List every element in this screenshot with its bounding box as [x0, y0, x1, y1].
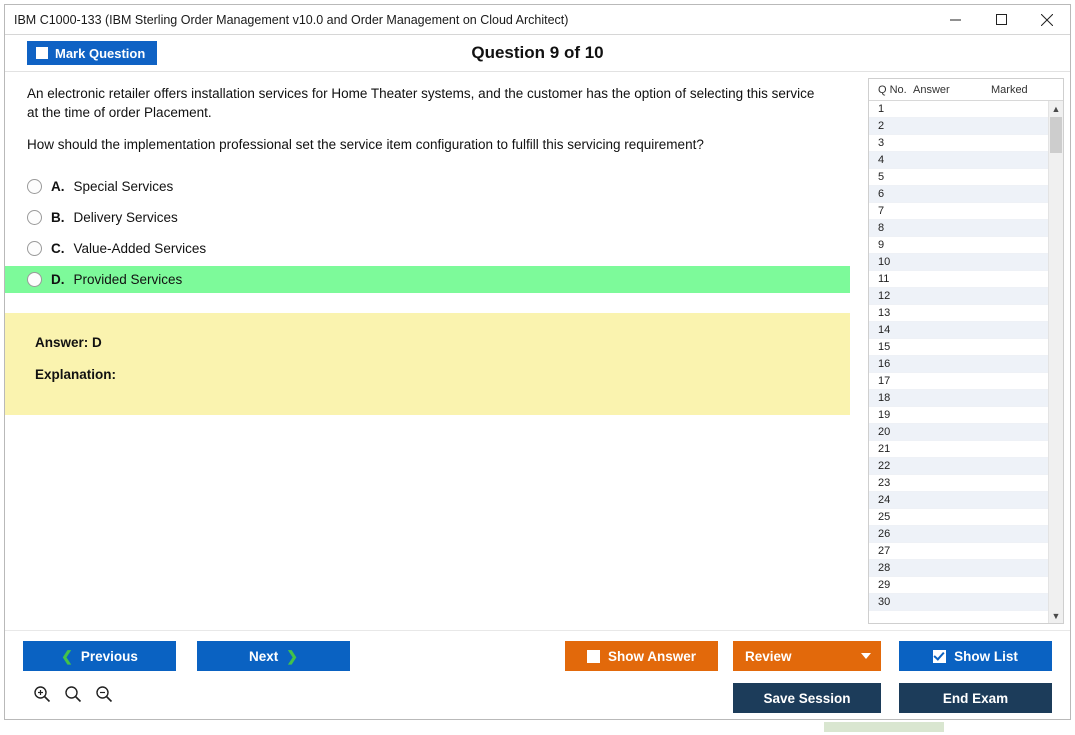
row-question-number: 30 — [878, 596, 891, 608]
table-row[interactable] — [869, 152, 1063, 169]
row-question-number: 14 — [878, 324, 891, 336]
next-label: Next — [249, 648, 279, 664]
explanation-label: Explanation: — [35, 367, 117, 383]
scrollbar-thumb[interactable] — [1050, 117, 1062, 153]
close-icon[interactable] — [1024, 5, 1070, 34]
table-row[interactable] — [869, 220, 1063, 237]
column-header-answer: Answer — [913, 83, 950, 96]
table-row[interactable] — [869, 526, 1063, 543]
review-label: Review — [745, 648, 792, 664]
table-row[interactable] — [869, 169, 1063, 186]
row-question-number: 26 — [878, 528, 891, 540]
row-question-number: 9 — [878, 239, 885, 251]
question-list-header — [869, 79, 1063, 101]
scroll-down-icon[interactable]: ▼ — [1051, 610, 1061, 621]
table-row[interactable] — [869, 305, 1063, 322]
exam-body — [5, 72, 1070, 630]
table-row[interactable] — [869, 203, 1063, 220]
row-question-number: 8 — [878, 222, 885, 234]
row-question-number: 15 — [878, 341, 891, 353]
option-c[interactable] — [5, 235, 850, 262]
show-list-button[interactable] — [899, 641, 1052, 671]
column-header-marked: Marked — [991, 83, 1028, 96]
desktop-background-strip — [824, 722, 944, 732]
radio-icon-b[interactable] — [27, 210, 42, 225]
option-b-label: Delivery Services — [73, 210, 178, 226]
minimize-icon[interactable] — [932, 5, 978, 34]
row-question-number: 17 — [878, 375, 891, 387]
option-a-label: Special Services — [73, 179, 174, 195]
show-answer-button[interactable] — [565, 641, 718, 671]
radio-icon-d[interactable] — [27, 272, 42, 287]
mark-question-button[interactable] — [27, 41, 157, 65]
table-row[interactable] — [869, 543, 1063, 560]
row-question-number: 22 — [878, 460, 891, 472]
option-b-letter: B. — [51, 210, 65, 226]
table-row[interactable] — [869, 101, 1063, 118]
row-question-number: 27 — [878, 545, 891, 557]
row-question-number: 16 — [878, 358, 891, 370]
window-titlebar — [5, 5, 1070, 35]
table-row[interactable] — [869, 254, 1063, 271]
option-c-label: Value-Added Services — [73, 241, 207, 257]
row-question-number: 1 — [878, 103, 885, 115]
save-session-button[interactable] — [733, 683, 881, 713]
exam-window — [4, 4, 1071, 720]
table-row[interactable] — [869, 577, 1063, 594]
review-dropdown[interactable] — [733, 641, 881, 671]
table-row[interactable] — [869, 560, 1063, 577]
table-row[interactable] — [869, 492, 1063, 509]
next-button[interactable] — [197, 641, 350, 671]
row-question-number: 12 — [878, 290, 891, 302]
previous-button[interactable] — [23, 641, 176, 671]
row-question-number: 7 — [878, 205, 885, 217]
exam-footer — [5, 630, 1070, 719]
table-row[interactable] — [869, 237, 1063, 254]
row-question-number: 13 — [878, 307, 891, 319]
save-session-label: Save Session — [763, 690, 851, 706]
row-question-number: 25 — [878, 511, 891, 523]
row-question-number: 21 — [878, 443, 891, 455]
maximize-icon[interactable] — [978, 5, 1024, 34]
zoom-out-icon[interactable] — [93, 683, 115, 705]
option-d-letter: D. — [51, 272, 65, 288]
table-row[interactable] — [869, 135, 1063, 152]
answer-label: Answer: D — [35, 335, 102, 351]
question-list-rows[interactable] — [869, 101, 1063, 623]
row-question-number: 19 — [878, 409, 891, 421]
option-d-label: Provided Services — [73, 272, 183, 288]
table-row[interactable] — [869, 441, 1063, 458]
row-question-number: 3 — [878, 137, 885, 149]
zoom-in-icon[interactable] — [31, 683, 53, 705]
table-row[interactable] — [869, 594, 1063, 611]
row-question-number: 18 — [878, 392, 891, 404]
scroll-up-icon[interactable]: ▲ — [1051, 103, 1061, 114]
options-list — [5, 167, 850, 293]
table-row[interactable] — [869, 356, 1063, 373]
question-text — [5, 72, 850, 154]
option-b[interactable] — [5, 204, 850, 231]
table-row[interactable] — [869, 424, 1063, 441]
table-row[interactable] — [869, 339, 1063, 356]
chevron-down-icon — [861, 653, 871, 659]
row-question-number: 5 — [878, 171, 885, 183]
zoom-controls — [31, 683, 115, 705]
show-list-label: Show List — [954, 648, 1018, 664]
table-row[interactable] — [869, 509, 1063, 526]
row-question-number: 29 — [878, 579, 891, 591]
show-list-checkbox-icon — [933, 650, 946, 663]
table-row[interactable] — [869, 271, 1063, 288]
end-exam-button[interactable] — [899, 683, 1052, 713]
mark-question-label: Mark Question — [55, 45, 146, 61]
column-header-qno: Q No. — [878, 83, 907, 96]
table-row[interactable] — [869, 186, 1063, 203]
end-exam-label: End Exam — [942, 690, 1009, 706]
row-question-number: 11 — [878, 273, 890, 285]
zoom-reset-icon[interactable] — [62, 683, 84, 705]
previous-label: Previous — [80, 648, 138, 664]
option-d[interactable] — [5, 266, 850, 293]
mark-question-checkbox-icon — [36, 47, 48, 59]
row-question-number: 23 — [878, 477, 891, 489]
table-row[interactable] — [869, 407, 1063, 424]
page-title: Question 9 of 10 — [471, 43, 604, 62]
row-question-number: 24 — [878, 494, 891, 506]
chevron-right-icon: ❯ — [286, 647, 298, 664]
table-row[interactable] — [869, 373, 1063, 390]
show-answer-label: Show Answer — [607, 648, 696, 664]
table-row[interactable] — [869, 390, 1063, 407]
row-question-number: 4 — [878, 154, 885, 166]
row-question-number: 6 — [878, 188, 885, 200]
exam-header — [5, 35, 1070, 72]
option-a[interactable] — [5, 173, 850, 200]
option-a-letter: A. — [51, 179, 65, 195]
show-answer-checkbox-icon — [587, 650, 600, 663]
window-title: IBM C1000-133 (IBM Sterling Order Management v10.0 and Order Management on Cloud Architect) — [14, 12, 569, 27]
radio-icon-c[interactable] — [27, 241, 42, 256]
chevron-left-icon: ❮ — [61, 647, 73, 664]
row-question-number: 2 — [878, 120, 885, 132]
option-c-letter: C. — [51, 241, 65, 257]
table-row[interactable] — [869, 288, 1063, 305]
row-question-number: 10 — [878, 256, 891, 268]
table-row[interactable] — [869, 475, 1063, 492]
table-row[interactable] — [869, 322, 1063, 339]
question-pane — [5, 72, 850, 630]
question-list-scrollbar[interactable] — [1048, 101, 1063, 623]
question-paragraph-1: An electronic retailer offers installation services for Home Theater systems, and the customer has the option of selecting this service at the time of order Placement. — [27, 86, 815, 121]
table-row[interactable] — [869, 458, 1063, 475]
question-paragraph-2: How should the implementation professional set the service item configuration to fulfill this servicing requirement? — [27, 137, 704, 153]
question-list-panel — [868, 78, 1064, 624]
table-row[interactable] — [869, 118, 1063, 135]
row-question-number: 20 — [878, 426, 891, 438]
answer-panel — [5, 313, 850, 415]
radio-icon-a[interactable] — [27, 179, 42, 194]
row-question-number: 28 — [878, 562, 891, 574]
